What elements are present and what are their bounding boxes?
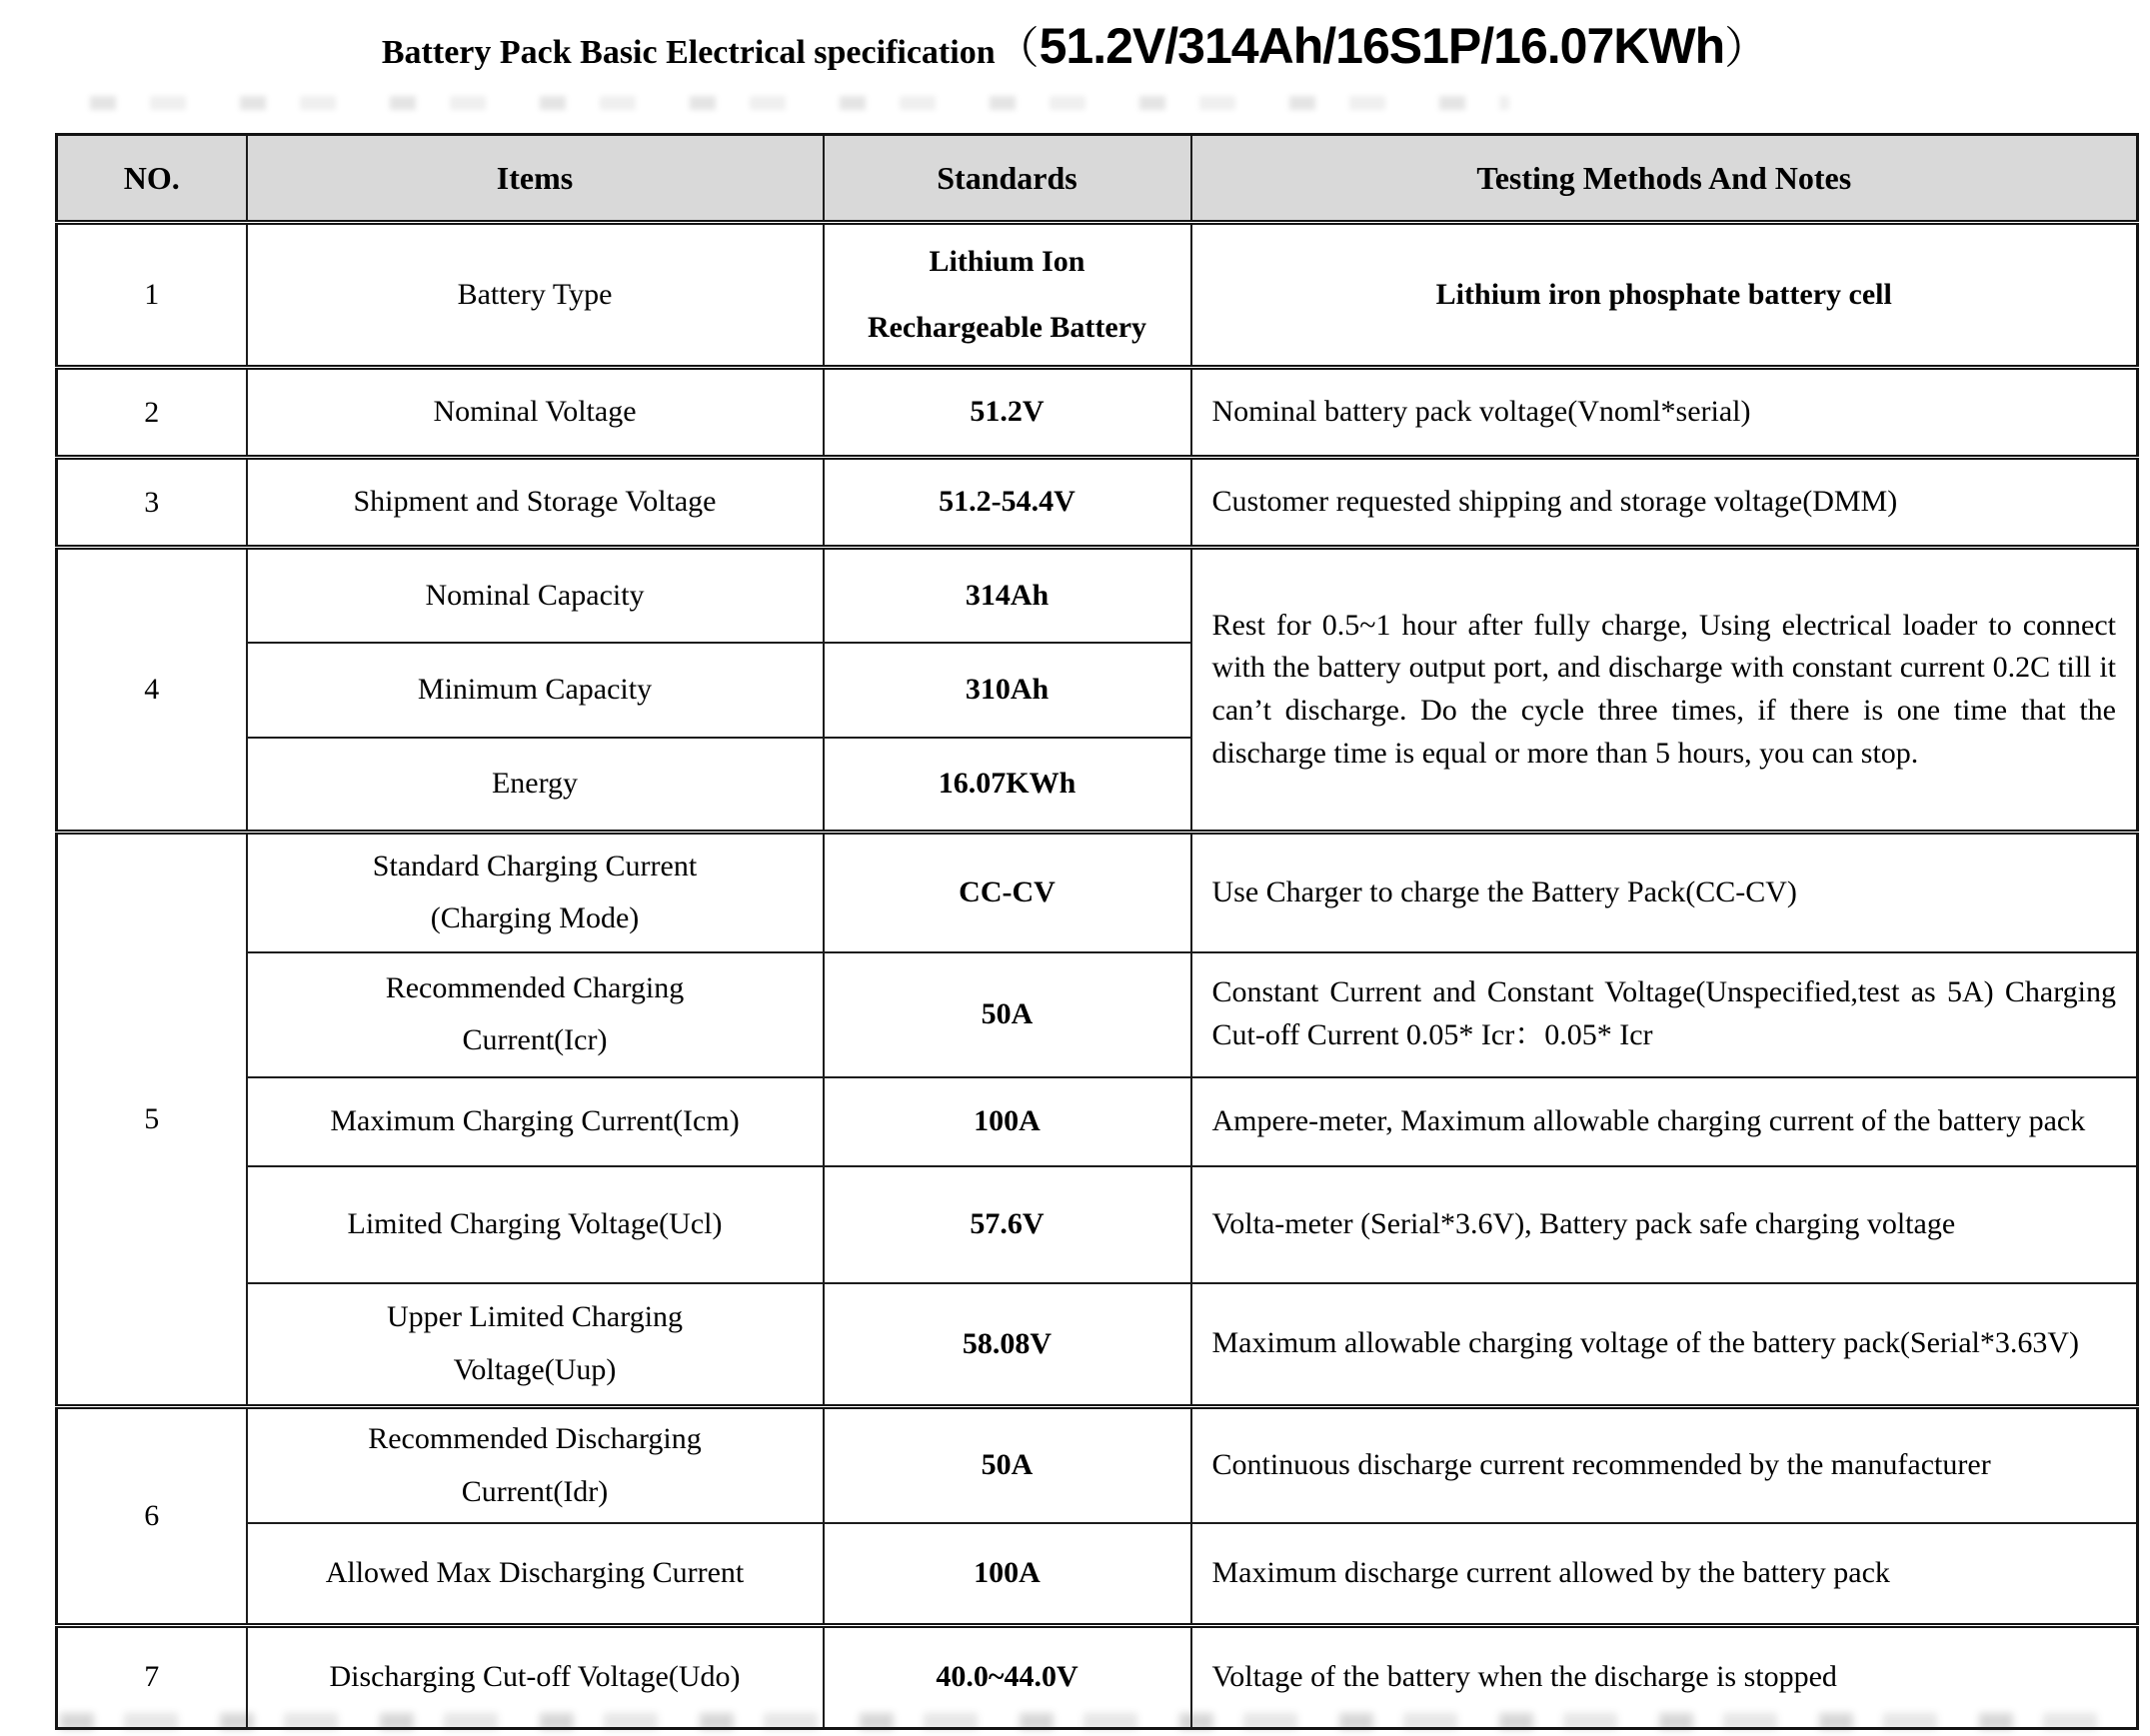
standard-line: CC-CV xyxy=(959,875,1056,908)
standard-cell xyxy=(824,952,1191,1077)
item-line: Allowed Max Discharging Current xyxy=(325,1556,745,1589)
title-text: Battery Pack Basic Electrical specification xyxy=(381,34,996,71)
item-cell xyxy=(247,1625,824,1728)
standard-line: 310Ah xyxy=(965,672,1050,706)
note-cell: Use Charger to charge the Battery Pack(CC-CV) xyxy=(1191,833,2138,952)
standard-line: 100A xyxy=(974,1103,1041,1137)
standard-line: 51.2-54.4V xyxy=(939,485,1075,519)
table-row xyxy=(57,368,2138,458)
item-line: Nominal Capacity xyxy=(425,578,645,612)
note-cell: Customer requested shipping and storage voltage(DMM) xyxy=(1191,458,2138,548)
item-cell xyxy=(247,1166,824,1283)
note-cell: Maximum allowable charging voltage of the battery pack(Serial*3.63V) xyxy=(1191,1283,2138,1407)
standard-cell xyxy=(824,1077,1191,1166)
table-row xyxy=(57,223,2138,368)
item-cell xyxy=(247,833,824,952)
row-number-cell: 5 xyxy=(57,833,247,1407)
table-row xyxy=(57,1166,2138,1283)
row-number-cell: 6 xyxy=(57,1407,247,1626)
table-row xyxy=(57,833,2138,952)
table-row xyxy=(57,1283,2138,1407)
standard-cell xyxy=(824,1283,1191,1407)
standard-line: 57.6V xyxy=(970,1206,1045,1240)
item-cell xyxy=(247,1283,824,1407)
standard-line: 100A xyxy=(974,1556,1041,1589)
row-number-cell: 2 xyxy=(57,368,247,458)
note-cell: Rest for 0.5~1 hour after fully charge, Using electrical loader to connect with the battery output port, and discharge with constant current 0.2C till it can’t discharge. Do the cycle three times, if there is one time that the discharge time is equal or more than 5 hours, you can stop. xyxy=(1191,548,2138,833)
table-row xyxy=(57,1523,2138,1625)
standard-line: 50A xyxy=(981,1448,1034,1482)
item-cell xyxy=(247,548,824,643)
note-cell: Constant Current and Constant Voltage(Unspecified,test as 5A) Charging Cut-off Current 0.05* Icr：0.05* Icr xyxy=(1191,952,2138,1077)
note-cell: Continuous discharge current recommended by the manufacturer xyxy=(1191,1407,2138,1524)
item-line: Voltage(Uup) xyxy=(453,1352,617,1386)
standard-line: Lithium Ion xyxy=(929,245,1085,278)
spec-table xyxy=(55,133,2139,1730)
note-cell: Volta-meter (Serial*3.6V), Battery pack safe charging voltage xyxy=(1191,1166,2138,1283)
row-number-cell: 1 xyxy=(57,223,247,368)
item-line: Limited Charging Voltage(Ucl) xyxy=(347,1206,723,1240)
standard-cell xyxy=(824,738,1191,833)
item-line: Battery Type xyxy=(457,277,613,311)
standard-line: 50A xyxy=(981,996,1034,1030)
note-cell: Maximum discharge current allowed by the battery pack xyxy=(1191,1523,2138,1625)
standard-cell xyxy=(824,1407,1191,1524)
item-cell xyxy=(247,952,824,1077)
item-cell xyxy=(247,1407,824,1524)
header-cell-items: Items xyxy=(247,135,824,223)
standard-cell xyxy=(824,223,1191,368)
table-row xyxy=(57,1625,2138,1728)
standard-cell xyxy=(824,368,1191,458)
standard-cell xyxy=(824,1166,1191,1283)
row-number-cell: 4 xyxy=(57,548,247,833)
table-row xyxy=(57,458,2138,548)
header-cell-testing: Testing Methods And Notes xyxy=(1191,135,2138,223)
table-row xyxy=(57,1077,2138,1166)
title-spec: 51.2V/314Ah/16S1P/16.07KWh xyxy=(1039,18,1725,74)
item-line: Nominal Voltage xyxy=(433,395,637,429)
item-line: Energy xyxy=(491,767,579,800)
standard-cell xyxy=(824,833,1191,952)
title-close-paren: ） xyxy=(1724,24,1769,73)
item-cell xyxy=(247,368,824,458)
item-cell xyxy=(247,223,824,368)
table-row xyxy=(57,1407,2138,1524)
item-line: Recommended Discharging xyxy=(368,1422,702,1455)
scan-artifact-top xyxy=(90,96,1509,110)
item-line: Shipment and Storage Voltage xyxy=(353,485,717,519)
item-line: Current(Icr) xyxy=(462,1023,608,1056)
standard-line: 16.07KWh xyxy=(938,767,1076,800)
standard-cell xyxy=(824,458,1191,548)
row-number-cell: 3 xyxy=(57,458,247,548)
note-cell: Voltage of the battery when the discharge is stopped xyxy=(1191,1625,2138,1728)
note-cell: Lithium iron phosphate battery cell xyxy=(1191,223,2138,368)
header-cell-no: NO. xyxy=(57,135,247,223)
standard-cell xyxy=(824,1523,1191,1625)
item-line: Upper Limited Charging xyxy=(386,1300,684,1334)
note-cell: Ampere-meter, Maximum allowable charging current of the battery pack xyxy=(1191,1077,2138,1166)
item-line: Recommended Charging xyxy=(385,970,685,1004)
item-line: Standard Charging Current xyxy=(372,849,698,882)
standard-line: 314Ah xyxy=(965,578,1050,612)
item-cell xyxy=(247,1077,824,1166)
standard-line: 40.0~44.0V xyxy=(936,1659,1078,1693)
standard-line: 51.2V xyxy=(970,395,1045,429)
row-number-cell: 7 xyxy=(57,1625,247,1728)
title-open-paren: （ xyxy=(995,24,1040,73)
header-cell-standards: Standards xyxy=(824,135,1191,223)
item-line: Current(Idr) xyxy=(461,1474,609,1508)
item-cell xyxy=(247,643,824,738)
item-line: (Charging Mode) xyxy=(430,901,640,935)
standard-cell xyxy=(824,1625,1191,1728)
item-cell xyxy=(247,1523,824,1625)
header-row xyxy=(57,135,2138,223)
standard-cell xyxy=(824,643,1191,738)
table-row xyxy=(57,548,2138,643)
standard-line: 58.08V xyxy=(962,1326,1053,1360)
table-row xyxy=(57,952,2138,1077)
item-line: Discharging Cut-off Voltage(Udo) xyxy=(329,1659,741,1693)
note-cell: Nominal battery pack voltage(Vnoml*serial) xyxy=(1191,368,2138,458)
item-line: Maximum Charging Current(Icm) xyxy=(330,1103,740,1137)
standard-cell xyxy=(824,548,1191,643)
item-line: Minimum Capacity xyxy=(417,672,653,706)
item-cell xyxy=(247,458,824,548)
page-title xyxy=(0,12,2150,76)
standard-line: Rechargeable Battery xyxy=(867,311,1147,344)
item-cell xyxy=(247,738,824,833)
